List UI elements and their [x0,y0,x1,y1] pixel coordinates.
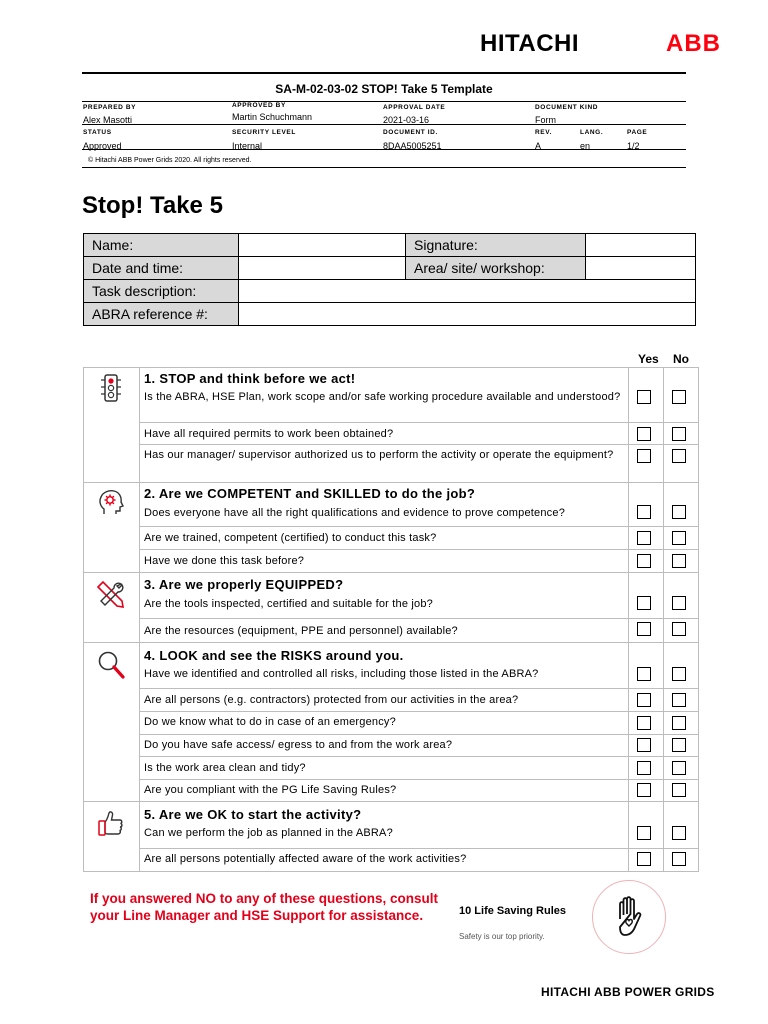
section-title: 3. Are we properly EQUIPPED? [144,577,344,592]
rev-label: REV. [535,129,552,136]
row-divider [139,526,699,527]
yes-checkbox[interactable] [637,596,651,610]
question-text: Can we perform the job as planned in the ABRA? [144,827,393,839]
document-id-title: SA-M-02-03-02 STOP! Take 5 Template [275,82,493,96]
checklist-border [628,367,629,872]
row-divider [139,444,699,445]
question-text: Are the resources (equipment, PPE and personnel) available? [144,625,458,637]
document-header [82,72,686,168]
name-label: Name: [84,234,239,257]
no-checkbox[interactable] [672,531,686,545]
document-id-label: DOCUMENT ID. [383,129,438,136]
page-label: PAGE [627,129,648,136]
row-divider [139,618,699,619]
yes-checkbox[interactable] [637,390,651,404]
checklist [83,367,699,872]
yes-checkbox[interactable] [637,449,651,463]
prepared-by-label: PREPARED BY [83,104,137,111]
approved-by-label: APPROVED BY [232,102,286,109]
section-divider [83,572,699,573]
thumbs-up-icon [95,808,127,840]
section-title: 2. Are we COMPETENT and SKILLED to do the job? [144,486,476,501]
info-table [83,233,696,326]
checklist-border [83,367,84,872]
security-level-value: Internal [232,141,263,151]
date-time-field[interactable] [239,257,406,280]
yes-checkbox[interactable] [637,554,651,568]
no-checkbox[interactable] [672,738,686,752]
row-divider [139,756,699,757]
status-value: Approved [83,141,122,151]
no-checkbox[interactable] [672,852,686,866]
yes-checkbox[interactable] [637,761,651,775]
yes-checkbox[interactable] [637,427,651,441]
area-field[interactable] [586,257,696,280]
question-text: Do we know what to do in case of an emergency? [144,716,396,728]
question-text: Is the work area clean and tidy? [144,762,306,774]
name-field[interactable] [239,234,406,257]
checklist-border [139,367,140,872]
tools-icon [95,579,127,611]
question-text: Has our manager/ supervisor authorized us to perform the activity or operate the equipment? [144,449,614,461]
prepared-by-value: Alex Masotti [83,115,133,125]
row-divider [139,848,699,849]
question-text: Is the ABRA, HSE Plan, work scope and/or safe working procedure available and understood? [144,391,621,403]
security-level-label: SECURITY LEVEL [232,129,296,136]
section-divider [83,871,699,872]
question-text: Do you have safe access/ egress to and from the work area? [144,739,453,751]
row-divider [139,422,699,423]
header-divider [82,101,686,102]
section-divider [83,642,699,643]
yes-column-header: Yes [638,352,659,366]
section-divider [83,482,699,483]
page-title: Stop! Take 5 [82,192,223,219]
yes-checkbox[interactable] [637,852,651,866]
section-title: 4. LOOK and see the RISKS around you. [144,648,404,663]
no-checkbox[interactable] [672,427,686,441]
yes-checkbox[interactable] [637,667,651,681]
warning-message: If you answered NO to any of these questions, consult your Line Manager and HSE Support for assistance. [90,891,439,923]
signature-label: Signature: [406,234,586,257]
section-divider [83,801,699,802]
document-id-value: 8DAA5005251 [383,141,442,151]
section-divider [83,367,699,368]
copyright-notice: © Hitachi ABB Power Grids 2020. All rights reserved. [88,157,252,164]
page-value: 1/2 [627,141,640,151]
abra-reference-field[interactable] [239,303,696,326]
checklist-border [698,367,699,872]
stop-hand-icon [612,895,648,941]
question-text: Does everyone have all the right qualifications and evidence to prove competence? [144,507,566,519]
row-divider [139,779,699,780]
no-checkbox[interactable] [672,390,686,404]
badge-subtitle: Safety is our top priority. [459,932,545,941]
question-text: Have we identified and controlled all risks, including those listed in the ABRA? [144,668,539,680]
footer-brand: HITACHI ABB POWER GRIDS [541,985,715,999]
approval-date-label: APPROVAL DATE [383,104,446,111]
no-checkbox[interactable] [672,783,686,797]
task-description-label: Task description: [84,280,239,303]
head-gear-icon [95,487,127,519]
hitachi-logo: HITACHI [480,30,580,57]
yes-checkbox[interactable] [637,622,651,636]
yes-checkbox[interactable] [637,716,651,730]
approval-date-value: 2021-03-16 [383,115,430,125]
section-title: 5. Are we OK to start the activity? [144,807,362,822]
no-checkbox[interactable] [672,716,686,730]
status-label: STATUS [83,129,112,136]
question-text: Are you compliant with the PG Life Saving Rules? [144,784,397,796]
no-checkbox[interactable] [672,667,686,681]
no-checkbox[interactable] [672,622,686,636]
question-text: Are the tools inspected, certified and suitable for the job? [144,598,434,610]
row-divider [139,688,699,689]
yes-checkbox[interactable] [637,826,651,840]
traffic-light-icon [95,372,127,404]
life-saving-rules-badge [452,880,688,954]
row-divider [139,549,699,550]
row-divider [139,711,699,712]
question-text: Have all required permits to work been obtained? [144,428,394,440]
question-text: Are we trained, competent (certified) to conduct this task? [144,532,437,544]
row-divider [139,734,699,735]
question-text: Have we done this task before? [144,555,305,567]
yes-checkbox[interactable] [637,531,651,545]
no-checkbox[interactable] [672,761,686,775]
no-checkbox[interactable] [672,596,686,610]
lang-label: LANG. [580,129,604,136]
no-checkbox[interactable] [672,826,686,840]
lang-value: en [580,141,591,151]
area-label: Area/ site/ workshop: [406,257,586,280]
yes-checkbox[interactable] [637,693,651,707]
checklist-border [663,367,664,872]
yes-checkbox[interactable] [637,738,651,752]
approved-by-value: Martin Schuchmann [232,112,313,122]
no-checkbox[interactable] [672,505,686,519]
section-title: 1. STOP and think before we act! [144,371,356,386]
badge-circle [592,880,666,954]
abra-reference-label: ABRA reference #: [84,303,239,326]
yes-checkbox[interactable] [637,783,651,797]
question-text: Are all persons potentially affected aware of the work activities? [144,853,467,865]
date-time-label: Date and time: [84,257,239,280]
no-checkbox[interactable] [672,693,686,707]
no-checkbox[interactable] [672,554,686,568]
abb-logo: ABB [666,30,721,57]
no-checkbox[interactable] [672,449,686,463]
badge-title: 10 Life Saving Rules [459,905,566,917]
no-column-header: No [673,352,689,366]
yes-checkbox[interactable] [637,505,651,519]
signature-field[interactable] [586,234,696,257]
doc-kind-value: Form [535,115,556,125]
question-text: Are all persons (e.g. contractors) protected from our activities in the area? [144,694,519,706]
task-description-field[interactable] [239,280,696,303]
rev-value: A [535,141,542,151]
doc-kind-label: DOCUMENT KIND [535,104,599,111]
magnifier-icon [95,649,127,681]
